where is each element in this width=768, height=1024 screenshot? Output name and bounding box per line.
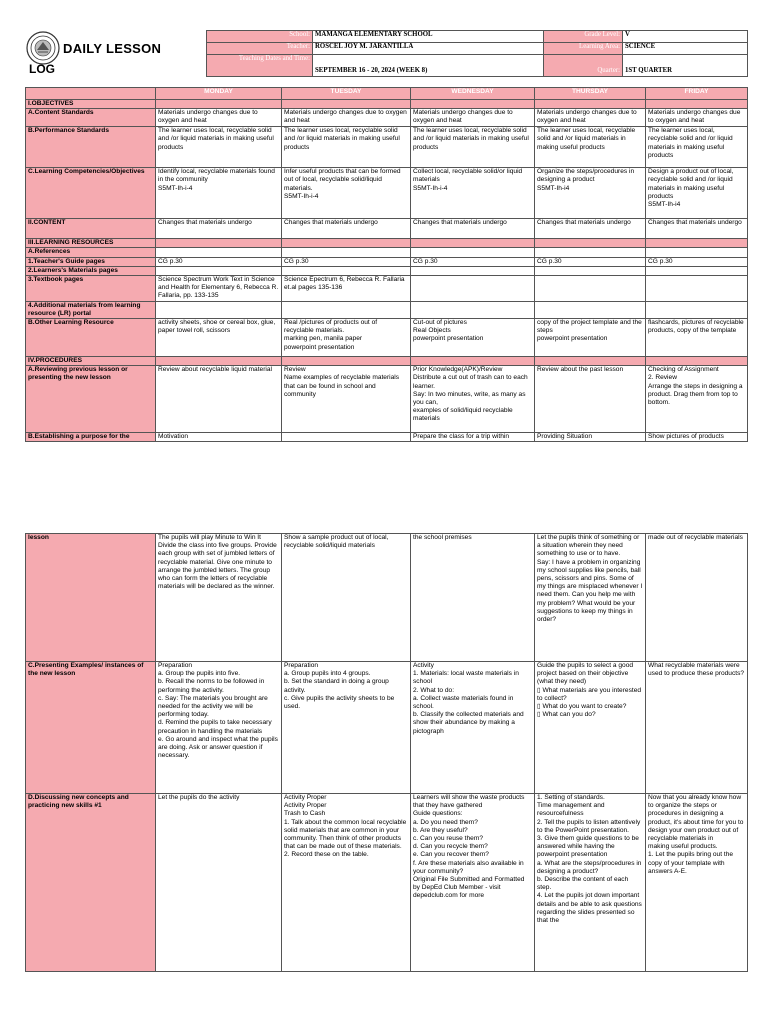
- table-cell: Show a sample product out of local, recyclable solid/liquid materials: [282, 534, 411, 662]
- table-row: [26, 257, 748, 266]
- table-cell: Real /pictures of products out of recyclable materials. marking pen, manila paper powerpoint presentation: [282, 319, 411, 357]
- table-cell: [156, 100, 282, 109]
- table-cell: Providing Situation: [535, 433, 646, 442]
- table-cell: [646, 276, 748, 302]
- row-label: II.CONTENT: [26, 219, 156, 239]
- table-cell: Prepare the class for a trip within: [411, 433, 535, 442]
- row-label: 1.Teacher's Guide pages: [26, 257, 156, 266]
- table-cell: Motivation: [156, 433, 282, 442]
- table-cell: [282, 433, 411, 442]
- day-header: TUESDAY: [282, 88, 411, 100]
- section-label: IV.PROCEDURES: [26, 357, 156, 366]
- table-cell: [282, 301, 411, 318]
- table-cell: Let the pupils do the activity: [156, 794, 282, 972]
- table-cell: Changes that materials undergo: [411, 219, 535, 239]
- table-cell: Materials undergo changes due to oxygen and heat: [282, 109, 411, 127]
- lesson-log-page-2: [25, 533, 747, 972]
- table-cell: [535, 248, 646, 257]
- table-cell: CG p.30: [156, 257, 282, 266]
- dates-value: SEPTEMBER 16 - 20, 2024 (WEEK 8): [313, 55, 544, 77]
- table-cell: [535, 301, 646, 318]
- table-cell: [156, 357, 282, 366]
- table-row: [26, 266, 748, 275]
- table-cell: Prior Knowledge(APK)/Review Distribute a cut out of trash can to each learner. Say: In two minutes, write, as many as you can, examples of solid/liquid recyclable materials: [411, 366, 535, 433]
- table-cell: The learner uses local, recyclable solid and /or liquid materials in making useful products: [646, 127, 748, 168]
- table-cell: Infer useful products that can be formed out of local, recyclable solid/liquid materials. S5MT-Ih-i-4: [282, 168, 411, 219]
- table-cell: Changes that materials undergo: [535, 219, 646, 239]
- row-label: lesson: [26, 534, 156, 662]
- table-cell: Identify local, recyclable materials found in the community S5MT-Ih-i-4: [156, 168, 282, 219]
- table-cell: Preparation a. Group the pupils into five. b. Recall the norms to be followed in performing the activity. c. Say: The materials you brought are needed for the activity we will be performing today. d. Remind the pupils to take necessary precaution in handling the materials e. Go around and inspect what the pupils are doing. Ask or answer question if necessary.: [156, 662, 282, 794]
- table-cell: Cut-out of pictures Real Objects powerpoint presentation: [411, 319, 535, 357]
- row-label: 2.Learners's Materials pages: [26, 266, 156, 275]
- log-title-line2: LOG: [29, 62, 55, 76]
- table-cell: [411, 239, 535, 248]
- section-label: I.OBJECTIVES: [26, 100, 156, 109]
- table-cell: [156, 301, 282, 318]
- table-cell: [535, 239, 646, 248]
- row-label: D.Discussing new concepts and practicing new skills #1: [26, 794, 156, 972]
- school-value: MAMANGA ELEMENTARY SCHOOL: [313, 31, 544, 43]
- table-cell: Science Epectrum 6, Rebecca R. Fallaria et.al pages 135-136: [282, 276, 411, 302]
- table-cell: [282, 266, 411, 275]
- table-cell: [282, 357, 411, 366]
- table-cell: Materials undergo changes due to oxygen and heat: [411, 109, 535, 127]
- table-cell: [156, 239, 282, 248]
- table-cell: Now that you already know how to organize the steps or procedures in designing a product, it's about time for you to design your own product out of recyclable materials in making useful products. 1. Let the pupils bring out the copy of your template with answers A-E.: [646, 794, 748, 972]
- table-cell: Activity 1. Materials: local waste materials in school 2. What to do: a. Collect waste materials found in school. b. Classify the collected materials and show their abundance by making a pictograph: [411, 662, 535, 794]
- table-row: [26, 301, 748, 318]
- table-cell: CG p.30: [282, 257, 411, 266]
- log-title: DAILY LESSON: [63, 41, 162, 56]
- table-cell: activity sheets, shoe or cereal box, glue, paper towel roll, scissors: [156, 319, 282, 357]
- table-cell: The pupils will play Minute to Win It Divide the class into five groups. Provide each group with set of jumbled letters of recyclable material. Give one minute to arrange the jumbled letters. The group who can form the letters of recyclable materials will be declared as the winner.: [156, 534, 282, 662]
- teacher-label: Teacher:: [207, 43, 313, 55]
- dates-label: Teaching Dates and Time:: [207, 55, 313, 77]
- row-label: A.Content Standards: [26, 109, 156, 127]
- table-cell: [411, 301, 535, 318]
- table-cell: [156, 248, 282, 257]
- day-header: WEDNESDAY: [411, 88, 535, 100]
- day-header: FRIDAY: [646, 88, 748, 100]
- table-cell: Preparation a. Group pupils into 4 groups. b. Set the standard in doing a group activity. c. Give pupils the activity sheets to be used.: [282, 662, 411, 794]
- table-cell: Materials undergo changes due to oxygen and heat: [156, 109, 282, 127]
- table-cell: Organize the steps/procedures in designing a product S5MT-Ih-i4: [535, 168, 646, 219]
- grade-label: Grade Level:: [544, 31, 623, 43]
- deped-seal-logo: [25, 30, 61, 66]
- table-row: [26, 100, 748, 109]
- table-cell: [282, 100, 411, 109]
- table-row: [26, 276, 748, 302]
- row-label: 3.Textbook pages: [26, 276, 156, 302]
- table-row: [26, 357, 748, 366]
- table-cell: Changes that materials undergo: [646, 219, 748, 239]
- row-label: B.Performance Standards: [26, 127, 156, 168]
- table-cell: made out of recyclable materials: [646, 534, 748, 662]
- day-header: THURSDAY: [535, 88, 646, 100]
- table-cell: Guide the pupils to select a good project based on their objective (what they need) ▯ What materials are you interested to collect? ▯ What do you want to create? ▯ What can you do?: [535, 662, 646, 794]
- table-cell: [411, 276, 535, 302]
- table-row: [26, 239, 748, 248]
- table-cell: Materials undergo changes due to oxygen and heat: [535, 109, 646, 127]
- table-cell: Materials undergo changes due to oxygen and heat: [646, 109, 748, 127]
- table-cell: Review Name examples of recyclable materials that can be found in school and community: [282, 366, 411, 433]
- table-row: [26, 248, 748, 257]
- row-label: B.Establishing a purpose for the: [26, 433, 156, 442]
- table-cell: Learners will show the waste products that they have gathered Guide questions: a. Do you need them? b. Are they useful? c. Can you reuse them? d. Can you recycle them? e. Can you recover them? f. Are these materials also available in your community? Original File Submitted and Formatted by DepEd Club Member - visit depedclub.com for more: [411, 794, 535, 972]
- table-cell: [646, 357, 748, 366]
- table-row: [26, 319, 748, 357]
- table-cell: The learner uses local, recyclable solid and /or liquid materials in making useful products: [535, 127, 646, 168]
- table-cell: What recyclable materials were used to produce these products?: [646, 662, 748, 794]
- table-cell: Let the pupils think of something or a situation wherein they need something to use or to have. Say: I have a problem in organizing my school supplies like pencils, ball pens, scissors and pins. Some of my things are misplaced whenever I need them. Can you help me with my problem? What would be your suggestions to keep my things in order?: [535, 534, 646, 662]
- teacher-value: ROSCEL JOY M. JARANTILLA: [313, 43, 544, 55]
- table-cell: Review about recyclable liquid material: [156, 366, 282, 433]
- area-value: SCIENCE: [623, 43, 748, 55]
- row-label: A.Reviewing previous lesson or presenting the new lesson: [26, 366, 156, 433]
- table-cell: Checking of Assignment 2. Review Arrange the steps in designing a product. Drag them from top to bottom.: [646, 366, 748, 433]
- table-cell: [646, 248, 748, 257]
- table-cell: [411, 248, 535, 257]
- row-label: 4.Additional materials from learning resource (LR) portal: [26, 301, 156, 318]
- table-cell: Show pictures of products: [646, 433, 748, 442]
- day-header: MONDAY: [156, 88, 282, 100]
- table-cell: The learner uses local, recyclable solid and /or liquid materials in making useful products: [411, 127, 535, 168]
- table-row: [26, 794, 748, 972]
- table-cell: [535, 266, 646, 275]
- table-cell: Collect local, recyclable solid/or liquid materials S5MT-Ih-i-4: [411, 168, 535, 219]
- table-cell: [646, 100, 748, 109]
- table-cell: CG p.30: [646, 257, 748, 266]
- grade-value: V: [623, 31, 748, 43]
- school-label: School:: [207, 31, 313, 43]
- table-cell: Review about the past lesson: [535, 366, 646, 433]
- days-header-corner: [26, 88, 156, 100]
- table-row: [26, 433, 748, 442]
- quarter-value: 1ST QUARTER: [623, 55, 748, 77]
- table-row: [26, 127, 748, 168]
- table-cell: [411, 357, 535, 366]
- lesson-table-page-1: [25, 87, 748, 442]
- table-row: [26, 168, 748, 219]
- table-cell: [535, 100, 646, 109]
- table-cell: Changes that materials undergo: [282, 219, 411, 239]
- table-cell: [535, 276, 646, 302]
- row-label: B.Other Learning Resource: [26, 319, 156, 357]
- table-row: [26, 109, 748, 127]
- section-label: III.LEARNING RESOURCES: [26, 239, 156, 248]
- table-cell: [282, 248, 411, 257]
- table-cell: [282, 239, 411, 248]
- table-row: [26, 366, 748, 433]
- table-cell: [535, 357, 646, 366]
- table-cell: [646, 266, 748, 275]
- table-cell: [156, 266, 282, 275]
- lesson-table-page-2: [25, 533, 748, 972]
- header-table: [206, 30, 748, 77]
- area-label: Learning Area:: [544, 43, 623, 55]
- quarter-label: Quarter:: [544, 55, 623, 77]
- table-cell: Changes that materials undergo: [156, 219, 282, 239]
- row-label: A.References: [26, 248, 156, 257]
- table-cell: The learner uses local, recyclable solid and /or liquid materials in making useful products: [282, 127, 411, 168]
- table-row: [26, 662, 748, 794]
- table-cell: copy of the project template and the steps powerpoint presentation: [535, 319, 646, 357]
- row-label: C.Presenting Examples/ instances of the new lesson: [26, 662, 156, 794]
- table-cell: 1. Setting of standards. Time management and resourcefulness 2. Tell the pupils to listen attentively to the PowerPoint presentation. 3. Give them guide questions to be answered while having the powerpoint presentation a. What are the steps/procedures in designing a product? b. Describe the content of each step. 4. Let the pupils jot down important details and be able to ask questions regarding the slides presented so that the: [535, 794, 646, 972]
- table-cell: the school premises: [411, 534, 535, 662]
- table-row: [26, 534, 748, 662]
- table-cell: [646, 301, 748, 318]
- table-cell: [411, 100, 535, 109]
- table-cell: Science Spectrum Work Text in Science and Health for Elementary 6, Rebecca R. Fallaria, pp. 133-135: [156, 276, 282, 302]
- row-label: C.Learning Competencies/Objectives: [26, 168, 156, 219]
- table-cell: flashcards, pictures of recyclable products, copy of the template: [646, 319, 748, 357]
- table-cell: CG p.30: [411, 257, 535, 266]
- table-cell: [411, 266, 535, 275]
- table-cell: The learner uses local, recyclable solid and /or liquid materials in making useful products: [156, 127, 282, 168]
- table-cell: Design a product out of local, recyclable solid and /or liquid materials in making useful products S5MT-Ih-i4: [646, 168, 748, 219]
- table-row: [26, 219, 748, 239]
- table-cell: CG p.30: [535, 257, 646, 266]
- table-cell: Activity Proper Activity Proper Trash to Cash 1. Talk about the common local recyclable solid materials that are common in your community. Then think of other products that can be made out of these materials. 2. Record these on the table.: [282, 794, 411, 972]
- table-cell: [646, 239, 748, 248]
